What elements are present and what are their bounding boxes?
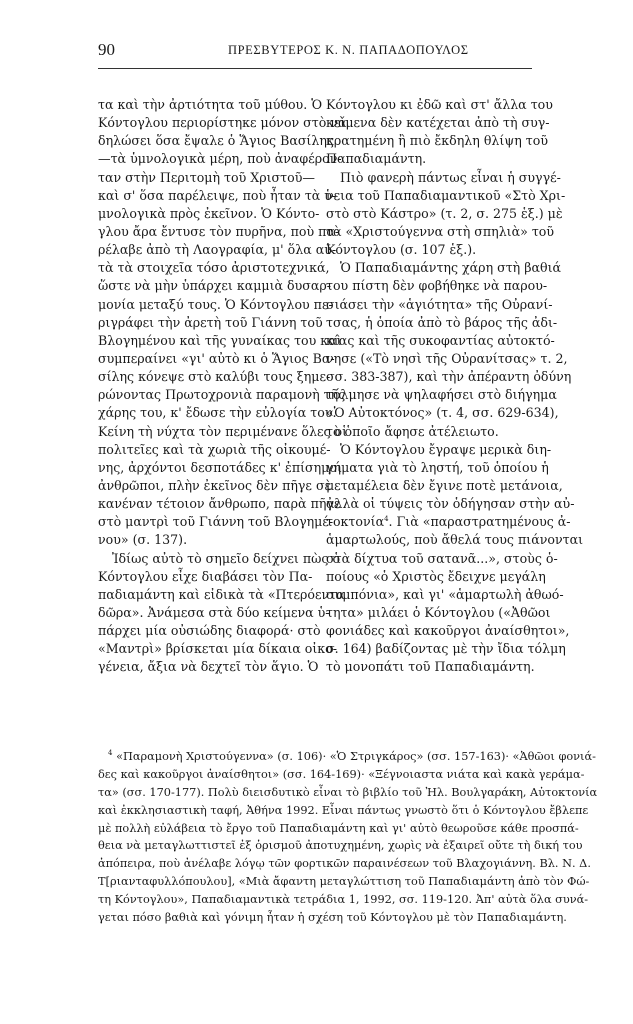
text-line: Κείνη τὴ νύχτα τὸν περιμένανε ὅλες οἱ xyxy=(98,423,348,439)
footnote-line: ἀπόπειρα, ποὺ ἀνέλαβε λόγῳ τῶν φορτικῶν παραινέσεων τοῦ Βλαχογιάννη. Βλ. Ν. Δ. xyxy=(98,857,591,871)
footnote-line: γεται πόσο βαθιὰ καὶ γόνιμη ἦταν ἡ σχέση τοῦ Κόντογλου μὲ τὸν Παπαδιαμάντη. xyxy=(98,911,567,925)
text-line: κρατημένη ἢ πιὸ ἔκδηλη θλίψη τοῦ xyxy=(326,133,548,149)
footnote xyxy=(98,748,598,927)
text-line: Κόντογλου κι ἐδῶ καὶ στ' ἄλλα του xyxy=(326,97,553,112)
text-line: Κόντογλου (σ. 107 ἑξ.). xyxy=(326,242,477,258)
page-header xyxy=(98,40,532,66)
text-line: ποίους «ὁ Χριστὸς ἔδειχνε μεγάλη xyxy=(326,568,546,584)
text-line: «Μαντρὶ» βρίσκεται μία δίκαια οἰκο- xyxy=(98,641,338,657)
footnote-line: τα» (σσ. 170-177). Πολὺ διεισδυτικὸ εἶναι τὸ βιβλίο τοῦ Ἠλ. Βουλγαράκη, Αὐτοκτονία xyxy=(98,785,598,799)
text-line: συμπόνια», καὶ γι' «ἁμαρτωλὴ ἀθωό- xyxy=(326,586,564,602)
footnote-line xyxy=(98,748,596,766)
text-line: μονία μεταξύ τους. Ὁ Κόντογλου πε- xyxy=(98,296,333,312)
text-line: ρέλαβε ἀπὸ τὴ Λαογραφία, μ' ὅλα αὐ- xyxy=(98,242,337,258)
footnote-line: τη Κόντογλου», Παπαδιαμαντικὰ τετράδια 1, 1992, σσ. 119-120. Ἀπ' αὐτὰ ὅλα συνά- xyxy=(98,893,589,907)
text-line: του πίστη δὲν φοβήθηκε νὰ παρου- xyxy=(326,278,548,294)
text-line: ἁμαρτωλούς, ποὺ ἄθελά τους πιάνονται xyxy=(326,532,584,548)
text-line: καὶ σ' ὅσα παρέλειψε, ποὺ ἦταν τὰ ὑ- xyxy=(98,187,337,203)
text-line: Κόντογλου περιορίστηκε μόνον στὸ νὰ xyxy=(98,115,347,131)
text-line: δηλώσει ὅσα ἔψαλε ὁ Ἅγιος Βασίλης xyxy=(98,133,334,149)
text-line: τσας, ἡ ὁποία ἀπὸ τὸ βάρος τῆς ἀδι- xyxy=(326,314,558,330)
right-column xyxy=(326,96,584,677)
text-line: Παπαδιαμάντη. xyxy=(326,151,427,167)
text-fragment: «Παραμονὴ Χριστούγεννα» (σ. 106)· «Ὁ Στριγκάρος» (σσ. 157-163)· «Ἀθῶοι φονιά- xyxy=(116,750,596,763)
text-line: συμπεραίνει «γι' αὐτὸ κι ὁ Ἅγιος Βα- xyxy=(98,350,335,366)
text-line: μεταμέλεια δὲν ἔγινε ποτὲ μετάνοια, xyxy=(326,477,563,493)
text-line: παδιαμάντη καὶ εἰδικὰ τὰ «Πτερόεντα xyxy=(98,586,345,602)
text-line: πάρχει μία οὐσιώδης διαφορά· στὸ xyxy=(98,623,321,639)
footnote-line: μὲ πολλὴ εὐλάβεια τὸ ἔργο τοῦ Παπαδιαμάντη καὶ γι' αὐτὸ θεωροῦσε κάθε προσπά- xyxy=(98,821,579,835)
footnote-line: θεια νὰ μεταγλωττιστεῖ ἐξ ὁρισμοῦ ἀποτυχημένη, χωρὶς νὰ ἐξαιρεῖ οὔτε τὴ δική του xyxy=(98,839,583,853)
text-line: γλου ἄρα ἔντυσε τὸν πυρῆνα, ποὺ πα- xyxy=(98,223,340,239)
text-line: σίλης κόνεψε στὸ καλύβι τους ξημε- xyxy=(98,369,331,385)
text-line: ριγράφει τὴν ἀρετὴ τοῦ Γιάννη τοῦ xyxy=(98,314,323,330)
footnote-reference[interactable]: 4 xyxy=(384,515,389,524)
text-line: Ὁ Κόντογλου ἔγραψε μερικὰ διη- xyxy=(340,441,552,457)
text-line: ὥστε νὰ μὴν ὑπάρχει καμμιὰ δυσαρ- xyxy=(98,278,332,294)
text-line: τὰ τὰ στοιχεῖα τόσο ἀριστοτεχνικά, xyxy=(98,260,330,276)
text-line: ἀνθρῶποι, πλὴν ἐκεῖνος δὲν πῆγε σὲ xyxy=(98,477,332,493)
text-line: φονιάδες καὶ κακοῦργοι ἀναίσθητοι», xyxy=(326,623,570,639)
left-column xyxy=(98,96,348,677)
text-line: τόλμησε νὰ ψηλαφήσει στὸ διήγημα xyxy=(326,387,557,403)
text-line: νησε («Τὸ νησὶ τῆς Οὐρανίτσας» τ. 2, xyxy=(326,350,568,366)
text-line-with-footnote-ref xyxy=(326,513,571,531)
text-line: Ἰδίως αὐτὸ τὸ σημεῖο δείχνει πὼς ὁ xyxy=(112,550,341,566)
text-line: σιάσει τὴν «ἁγιότητα» τῆς Οὐρανί- xyxy=(326,296,553,312)
text-line: σσ. 383-387), καὶ τὴν ἀπέραντη ὀδύνη xyxy=(326,369,572,385)
text-line: νης, ἀρχόντοι δεσποτάδες κ' ἐπίσημοι xyxy=(98,459,342,475)
text-line: τα καὶ τὴν ἀρτιότητα τοῦ μύθου. Ὁ xyxy=(98,97,323,112)
text-line: —τὰ ὑμνολογικὰ μέρη, ποὺ ἀναφέρον- xyxy=(98,151,342,167)
text-line: κείμενα δὲν κατέχεται ἀπὸ τὴ συγ- xyxy=(326,115,550,131)
text-line: ταν στὴν Περιτομὴ τοῦ Χριστοῦ— xyxy=(98,169,315,185)
footnote-line: Τ[ριανταφυλλόπουλου], «Μιὰ ἄφαντη μεταγλώττιση τοῦ Παπαδιαμάντη ἀπὸ τὸν Φώ- xyxy=(98,875,590,889)
text-fragment: τοκτονία xyxy=(326,514,385,530)
footnote-marker: 4 xyxy=(108,749,113,758)
text-line: σ. 164) βαδίζοντας μὲ τὴν ἴδια τόλμη xyxy=(326,641,566,657)
text-line: τὸ ὁποῖο ἄφησε ἀτέλειωτο. xyxy=(326,423,499,439)
footnote-line: καὶ ἐκκλησιαστικὴ ταφή, Ἀθήνα 1992. Εἶναι πάντως γνωστὸ ὅτι ὁ Κόντογλου ἔβλεπε xyxy=(98,803,589,817)
text-line: ρώνοντας Πρωτοχρονιὰ παραμονὴ τῆς xyxy=(98,387,346,403)
text-line: ἀλλὰ οἱ τύψεις τὸν ὁδήγησαν στὴν αὐ- xyxy=(326,496,575,512)
footnote-line: δες καὶ κακοῦργοι ἀναίσθητοι» (σσ. 164-169)· «Ξέγνοιαστα νιάτα καὶ κακὰ γεράμα- xyxy=(98,767,585,781)
running-head: ΠΡΕΣΒΥΤΕΡΟΣ Κ. Ν. ΠΑΠΑΔΟΠΟΥΛΟΣ xyxy=(228,43,469,57)
text-line: Πιὸ φανερὴ πάντως εἶναι ἡ συγγέ- xyxy=(340,169,561,185)
text-line: στὸ στὸ Κάστρο» (τ. 2, σ. 275 ἑξ.) μὲ xyxy=(326,205,563,221)
text-line: μνολογικὰ πρὸς ἐκεῖνον. Ὁ Κόντο- xyxy=(98,205,320,221)
text-line: νου» (σ. 137). xyxy=(98,532,188,548)
text-line: δῶρα». Ἀνάμεσα στὰ δύο κείμενα ὑ- xyxy=(98,604,330,620)
text-line: νεια τοῦ Παπαδιαμαντικοῦ «Στὸ Χρι- xyxy=(326,187,566,203)
text-line: τητα» μιλάει ὁ Κόντογλου («Ἀθῶοι xyxy=(326,604,551,620)
text-line: στὸ μαντρὶ τοῦ Γιάννη τοῦ Βλογημέ- xyxy=(98,514,334,530)
text-line: τὸ μονοπάτι τοῦ Παπαδιαμάντη. xyxy=(326,659,535,675)
text-line: γήματα γιὰ τὸ ληστή, τοῦ ὁποίου ἡ xyxy=(326,459,549,475)
text-line: τὰ «Χριστούγεννα στὴ σπηλιὰ» τοῦ xyxy=(326,223,555,239)
text-line: Ὁ Παπαδιαμάντης χάρη στὴ βαθιά xyxy=(340,260,562,276)
text-fragment: . Γιὰ «παραστρατημένους ἀ- xyxy=(388,514,571,530)
text-line: «Ὁ Αὐτοκτόνος» (τ. 4, σσ. 629-634), xyxy=(326,405,559,421)
text-line: στὰ δίχτυα τοῦ σατανᾶ...», στοὺς ὁ- xyxy=(326,550,558,566)
header-rule xyxy=(98,68,532,69)
text-line: κανέναν τέτοιον ἄνθρωπο, παρὰ πῆγε xyxy=(98,496,341,512)
page-number: 90 xyxy=(98,40,115,59)
text-line: Βλογημένου καὶ τῆς γυναίκας του καὶ xyxy=(98,332,342,348)
text-line: χάρης του, κ' ἔδωσε τὴν εὐλογία του. xyxy=(98,405,337,421)
text-line: Κόντογλου εἶχε διαβάσει τὸν Πα- xyxy=(98,568,313,584)
text-line: κίας καὶ τῆς συκοφαντίας αὐτοκτό- xyxy=(326,332,555,348)
text-line: πολιτεῖες καὶ τὰ χωριὰ τῆς οἰκουμέ- xyxy=(98,441,331,457)
text-line: γένεια, ἄξια νὰ δεχτεῖ τὸν ἅγιο. Ὁ xyxy=(98,659,319,675)
